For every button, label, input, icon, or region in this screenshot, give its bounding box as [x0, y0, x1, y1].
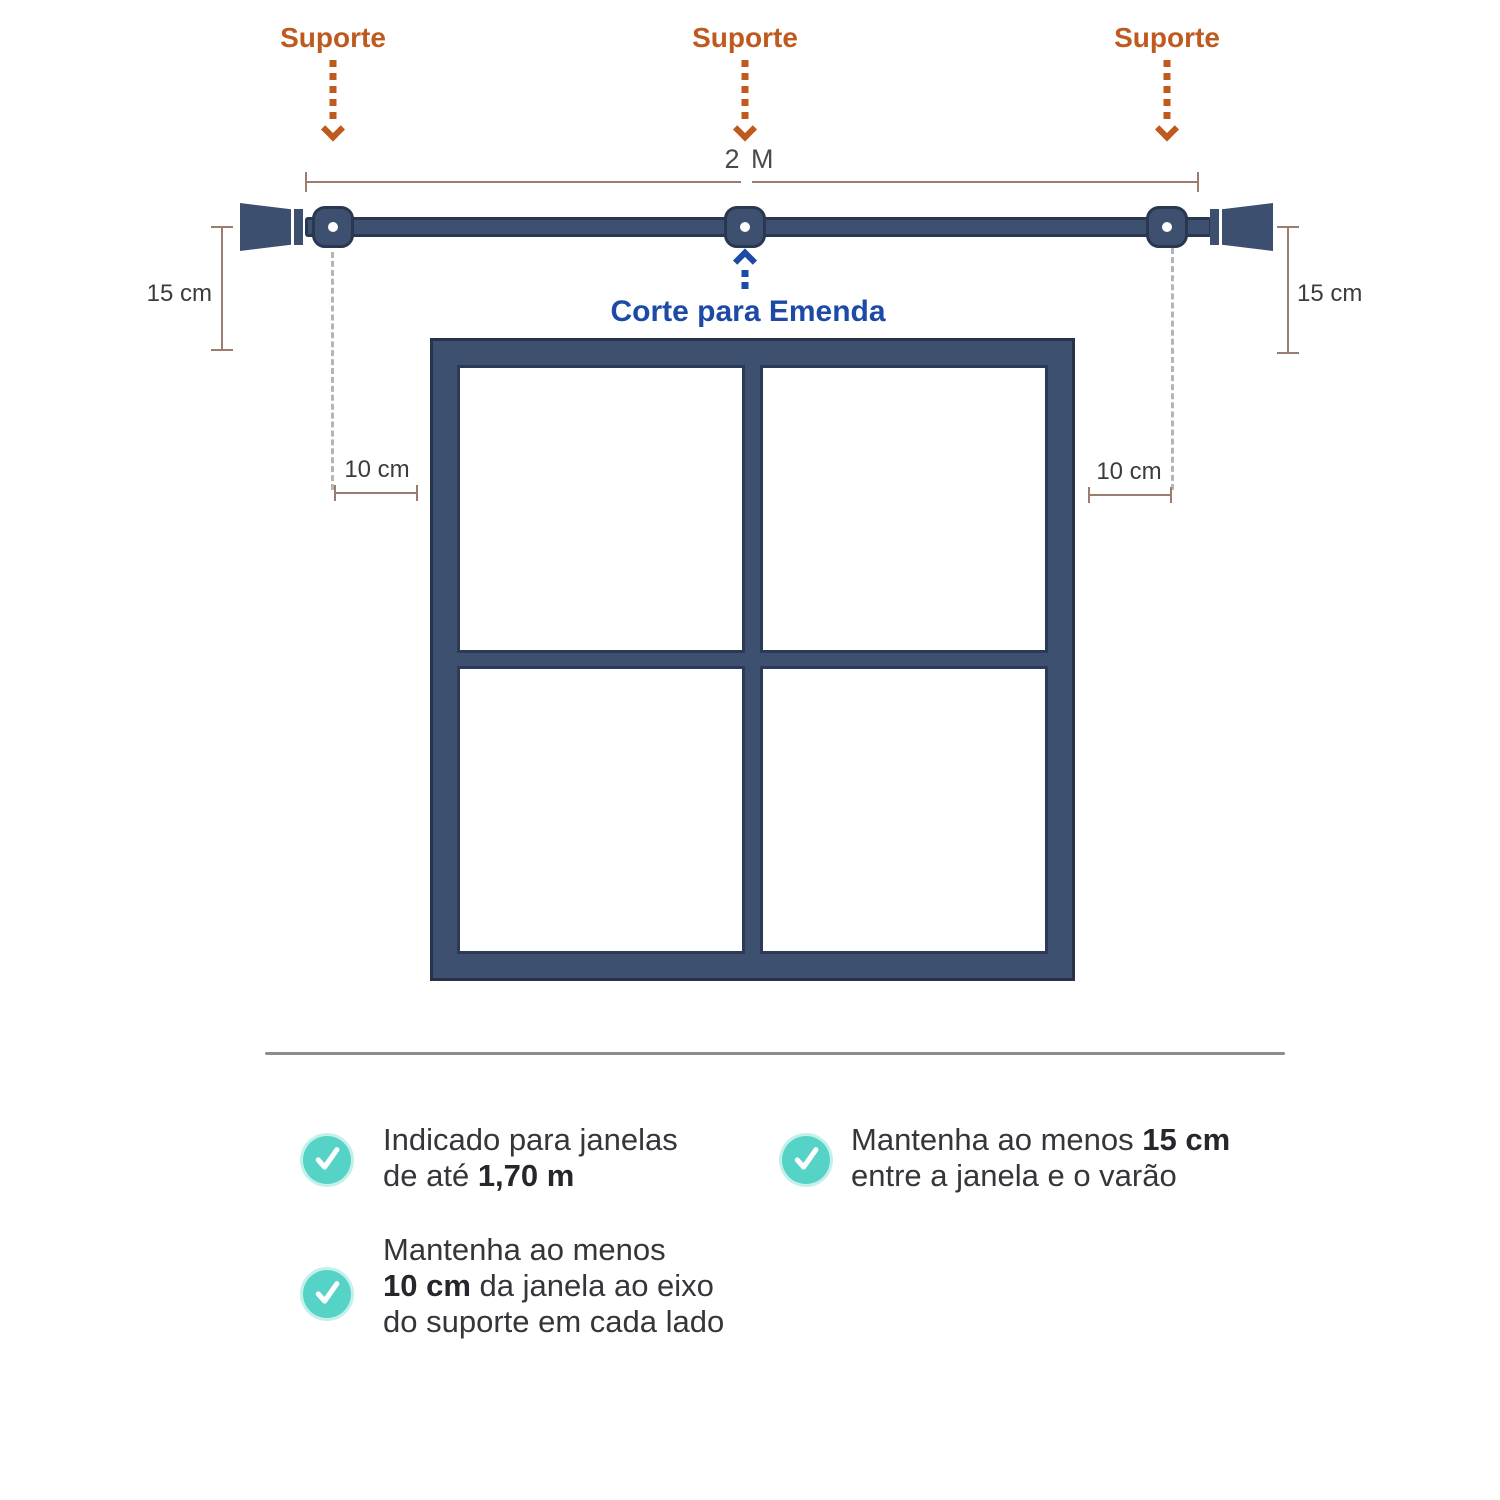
- check-icon: [782, 1136, 830, 1184]
- dimension-end-tick: [1197, 172, 1199, 192]
- note-line: Mantenha ao menos: [383, 1232, 666, 1267]
- window-pane-top-right: [760, 365, 1048, 653]
- dimension-cap: [211, 226, 233, 228]
- dotted-arrow-down-icon: [325, 60, 342, 138]
- section-divider: [265, 1052, 1285, 1055]
- clearance-dimension-left: [221, 227, 223, 351]
- finial-neck-left: [294, 209, 303, 245]
- window-illustration: [430, 338, 1075, 981]
- clearance-dimension-right: [1287, 227, 1289, 354]
- note-side-offset: [383, 1232, 763, 1340]
- note-highlight: 15 cm: [1142, 1122, 1231, 1157]
- length-dimension-line: [307, 181, 741, 183]
- support-label-right: Suporte: [1114, 22, 1220, 53]
- dimension-cap: [211, 349, 233, 351]
- note-line: de até: [383, 1158, 478, 1193]
- dotted-arrow-up-icon: [737, 252, 754, 289]
- dimension-end-tick: [334, 485, 336, 501]
- dimension-cap: [1277, 226, 1299, 228]
- note-window-size: [383, 1122, 743, 1194]
- clearance-label-right: 15 cm: [1297, 280, 1363, 307]
- note-line: da janela ao eixo: [470, 1268, 714, 1303]
- dotted-arrow-down-icon: [1159, 60, 1176, 138]
- dotted-arrow-down-icon: [737, 60, 754, 138]
- note-highlight: 1,70 m: [477, 1158, 575, 1193]
- check-icon: [303, 1270, 351, 1318]
- check-icon: [303, 1136, 351, 1184]
- note-line: entre a janela e o varão: [851, 1158, 1177, 1193]
- dimension-end-tick: [305, 172, 307, 192]
- offset-dimension-left: [335, 492, 418, 494]
- window-pane-bottom-left: [457, 666, 745, 954]
- dimension-end-tick: [1170, 487, 1172, 503]
- bracket-right: [1146, 206, 1188, 248]
- support-label-center: Suporte: [692, 22, 798, 53]
- offset-label-left: 10 cm: [344, 456, 410, 483]
- dimension-cap: [1277, 352, 1299, 354]
- window-pane-top-left: [457, 365, 745, 653]
- bracket-left: [312, 206, 354, 248]
- splice-label: Corte para Emenda: [610, 295, 886, 328]
- offset-label-right: 10 cm: [1096, 458, 1162, 485]
- clearance-label-left: 15 cm: [146, 280, 212, 307]
- bracket-center: [724, 206, 766, 248]
- support-label-left: Suporte: [280, 22, 386, 53]
- note-line: Indicado para janelas: [383, 1122, 678, 1157]
- note-line: do suporte em cada lado: [383, 1304, 725, 1339]
- rod-length-label: 2 M: [724, 144, 776, 174]
- note-highlight: 10 cm: [383, 1268, 471, 1303]
- finial-left: [240, 203, 291, 251]
- bracket-axis-guide-left: [331, 252, 334, 490]
- offset-dimension-right: [1089, 494, 1172, 496]
- dimension-end-tick: [1088, 487, 1090, 503]
- finial-right: [1222, 203, 1273, 251]
- note-line: Mantenha ao menos: [851, 1122, 1143, 1157]
- length-dimension-line: [752, 181, 1199, 183]
- dimension-end-tick: [416, 485, 418, 501]
- window-pane-bottom-right: [760, 666, 1048, 954]
- bracket-axis-guide-right: [1171, 248, 1174, 490]
- note-vertical-clearance: [851, 1122, 1291, 1194]
- finial-neck-right: [1210, 209, 1219, 245]
